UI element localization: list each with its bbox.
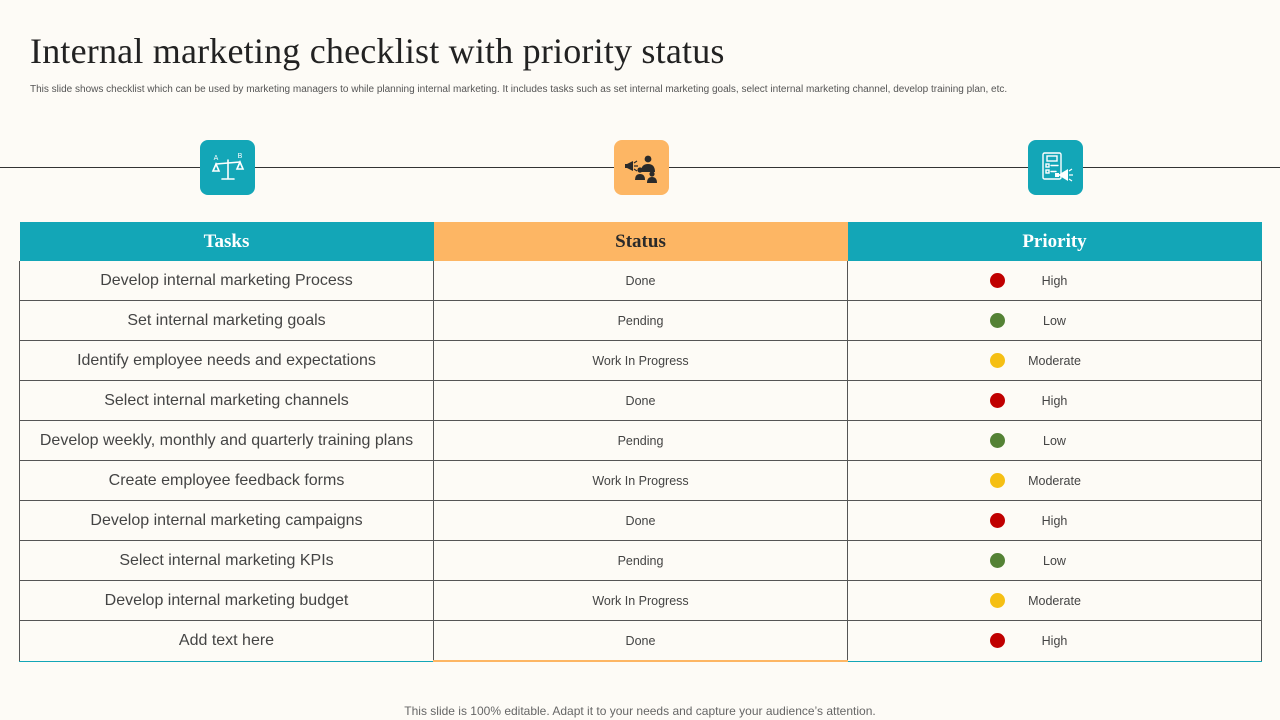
svg-text:A: A: [213, 154, 218, 162]
priority-label: Low: [1043, 433, 1066, 448]
checklist-table: [19, 222, 1262, 662]
priority-label: High: [1041, 513, 1068, 528]
balance-scale-icon: [210, 150, 246, 186]
priority-cell: [848, 621, 1262, 662]
task-cell: Create employee feedback forms: [20, 461, 434, 501]
table-row: [20, 301, 1262, 341]
priority-cell: [848, 541, 1262, 581]
status-cell: Done: [434, 261, 848, 301]
priority-label: Low: [1043, 553, 1066, 568]
slide-footer: This slide is 100% editable. Adapt it to your needs and capture your audience’s attention.: [404, 704, 876, 718]
table-row: [20, 501, 1262, 541]
checklist-megaphone-icon: [1038, 150, 1074, 186]
table-header-row: [20, 222, 1262, 261]
priority-label: Moderate: [1028, 473, 1081, 488]
status-cell: Pending: [434, 541, 848, 581]
table-row: [20, 581, 1262, 621]
priority-header: Priority: [848, 222, 1262, 261]
priority-cell: [848, 341, 1262, 381]
tasks-header: Tasks: [20, 222, 434, 261]
status-cell: Work In Progress: [434, 341, 848, 381]
status-cell: Done: [434, 621, 848, 662]
table-row: [20, 621, 1262, 662]
status-cell: Done: [434, 501, 848, 541]
team-megaphone-icon: [624, 150, 660, 186]
priority-cell: [848, 381, 1262, 421]
table-row: [20, 261, 1262, 301]
priority-cell: [848, 581, 1262, 621]
priority-cell: [848, 261, 1262, 301]
status-cell: Done: [434, 381, 848, 421]
team-megaphone-icon-box: [614, 140, 669, 195]
task-cell: Develop weekly, monthly and quarterly training plans: [20, 421, 434, 461]
priority-cell: [848, 501, 1262, 541]
status-cell: Pending: [434, 301, 848, 341]
priority-cell: [848, 301, 1262, 341]
task-cell: Select internal marketing KPIs: [20, 541, 434, 581]
status-cell: Work In Progress: [434, 581, 848, 621]
task-cell: Add text here: [20, 621, 434, 662]
priority-cell: [848, 421, 1262, 461]
checklist-megaphone-icon-box: [1028, 140, 1083, 195]
status-cell: Pending: [434, 421, 848, 461]
status-header: Status: [434, 222, 848, 261]
table-row: [20, 341, 1262, 381]
priority-label: High: [1041, 273, 1068, 288]
status-cell: Work In Progress: [434, 461, 848, 501]
task-cell: Develop internal marketing campaigns: [20, 501, 434, 541]
priority-label: High: [1041, 393, 1068, 408]
table-row: [20, 461, 1262, 501]
task-cell: Set internal marketing goals: [20, 301, 434, 341]
priority-label: Moderate: [1028, 593, 1081, 608]
slide-title: Internal marketing checklist with priority status: [30, 31, 725, 71]
balance-scale-icon-box: [200, 140, 255, 195]
priority-label: Low: [1043, 313, 1066, 328]
task-cell: Develop internal marketing budget: [20, 581, 434, 621]
table-row: [20, 381, 1262, 421]
task-cell: Identify employee needs and expectations: [20, 341, 434, 381]
table-row: [20, 541, 1262, 581]
svg-text:B: B: [237, 152, 242, 160]
slide-subtitle: This slide shows checklist which can be used by marketing managers to while planning internal marketing. It includes tasks such as set internal marketing goals, select internal marketing channel, develop training plan, etc.: [30, 84, 1008, 95]
priority-label: Moderate: [1028, 353, 1081, 368]
priority-label: High: [1041, 633, 1068, 648]
priority-cell: [848, 461, 1262, 501]
task-cell: Develop internal marketing Process: [20, 261, 434, 301]
table-row: [20, 421, 1262, 461]
task-cell: Select internal marketing channels: [20, 381, 434, 421]
